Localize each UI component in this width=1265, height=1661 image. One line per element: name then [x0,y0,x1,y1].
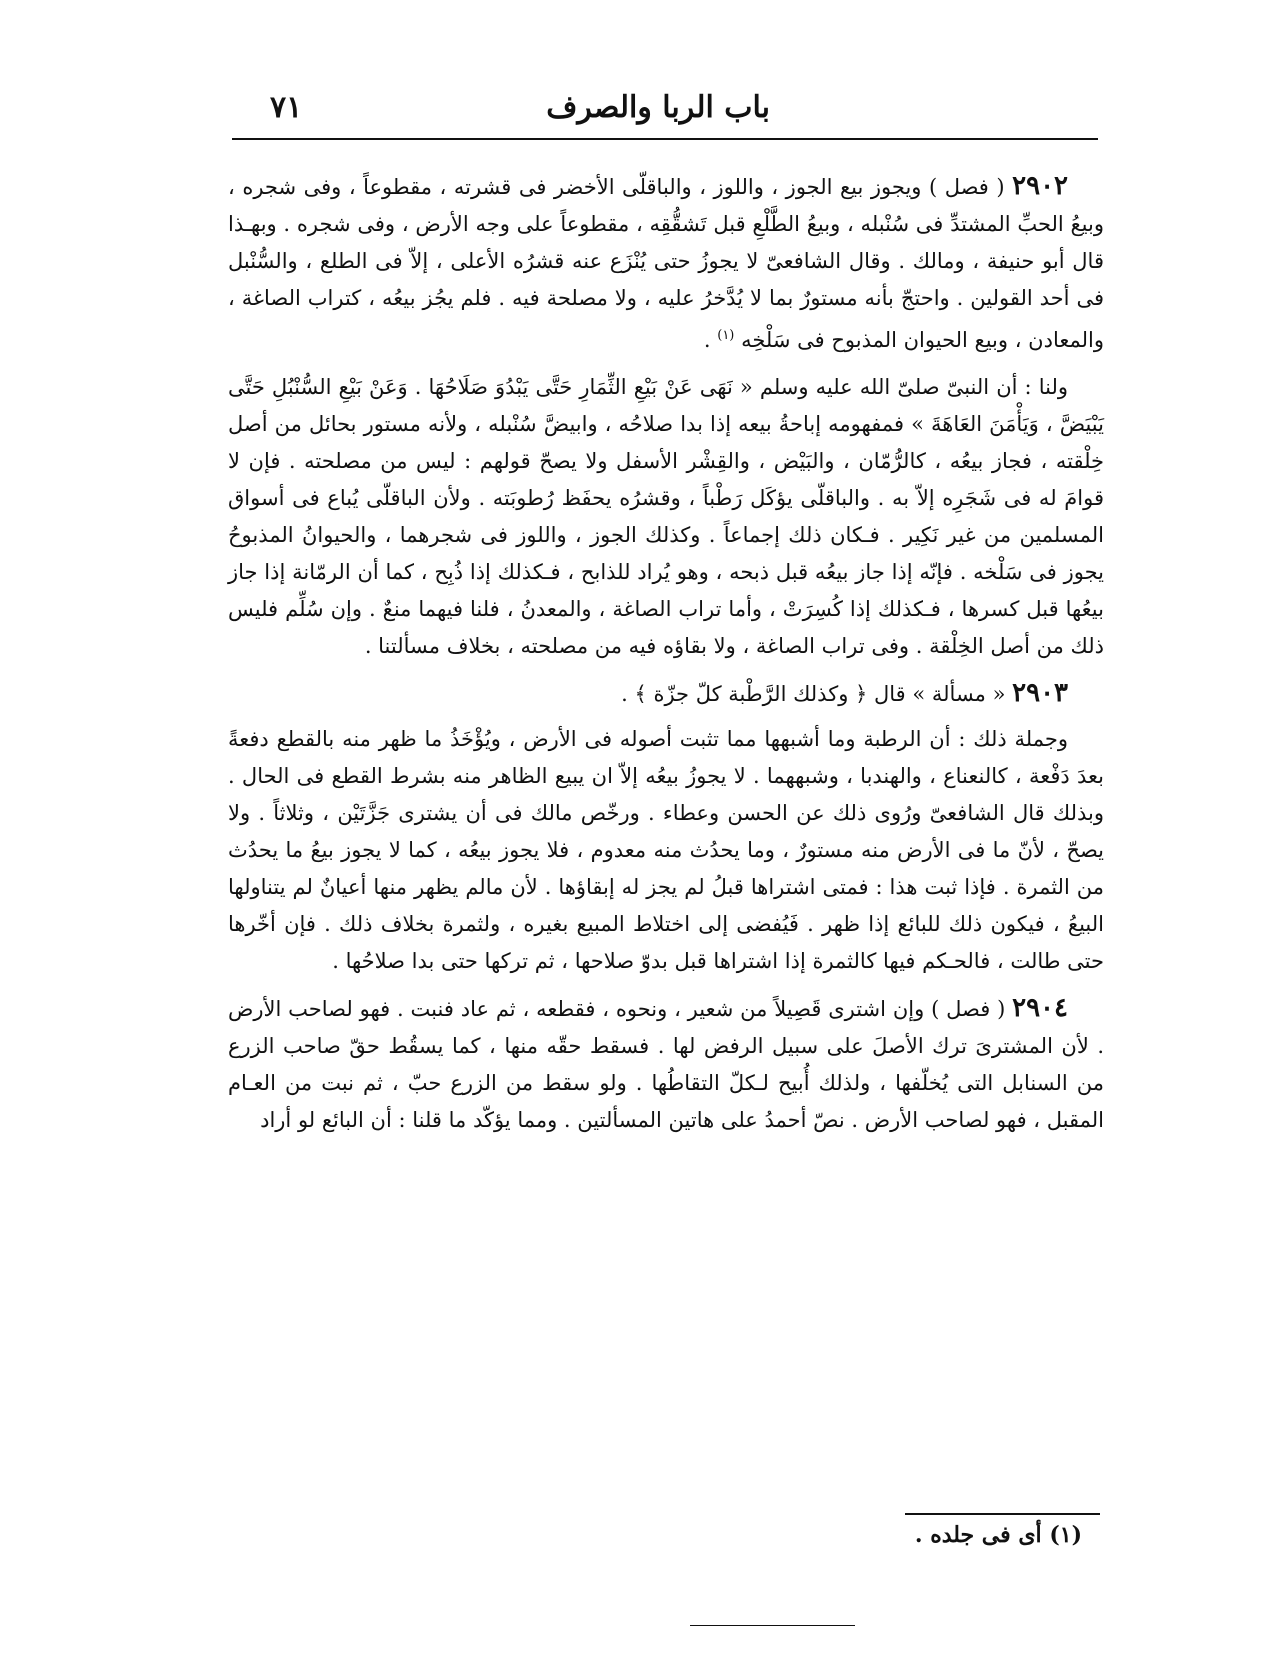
footnote-ref: (١) [717,328,735,343]
paragraph-2903 [228,675,1104,713]
header-rule [232,138,1098,140]
main-text [228,168,1104,1149]
paragraph-argument [228,369,1104,665]
chapter-title: باب الربا والصرف [546,90,770,125]
bottom-rule [690,1625,855,1626]
page-number: ٧١ [270,90,303,125]
footnote-rule [905,1513,1100,1515]
section-number: ٢٩٠٤ [1012,993,1068,1023]
paragraph-text: وجملة ذلك : أن الرطبة وما أشبهها مما تثبت أصوله فى الأرض ، ويُؤْخَذُ ما ظهر منه بالقطع دفعةً بعدَ دَفْعة ، كالنعناع ، والهندبا ، وشبههما . لا يجوزُ بيعُه إلاّ ان يبيع الظاهر منه بشرط القطع فى الحال . وبذلك قال الشافعىّ ورُوى ذلك عن الحسن وعطاء . ورخّص مالك فى أن يشترى جَزَّتَيْن ، وثلاثاً . ولا يصحّ ، لأنّ ما فى الأرض منه مستورٌ ، وما يحدُث منه معدوم ، فلا يجوز بيعُه ، كما لا يجوز بيعُ ما يحدُث من الثمرة . فإذا ثبت هذا : فمتى اشتراها قبلُ لم يجز له إبقاؤها . لأن مالم يظهر منها أعيانٌ لم يتناولها البيعُ ، فيكون ذلك للبائع إذا ظهر . فَيُفضى إلى اختلاط المبيع بغيره ، ولثمرة بخلاف ذلك . فإن أخّرها حتى طالت ، فالحـكم فيها كالثمرة إذا اشتراها قبل بدوّ صلاحها ، ثم تركها حتى بدا صلاحُها . [228,727,1104,973]
footnote-marker: (١) [1049,1522,1082,1548]
running-head [230,90,1100,134]
paragraph-2902 [228,168,1104,359]
section-number: ٢٩٠٢ [1012,171,1068,201]
footnote [700,1522,1100,1548]
paragraph-text-end: . [703,328,718,352]
paragraph-2904 [228,990,1104,1139]
paragraph-text: ( فصل ) ويجوز بيع الجوز ، واللوز ، والباقلّى الأخضر فى قشرته ، مقطوعاً ، وفى شجره ، وبيعُ الحبِّ المشتدِّ فى سُنْبله ، وبيعُ الطَّلْعِ قبل تَشقُّقِه ، مقطوعاً على وجه الأرض ، وفى شجره . وبهـذا قال أبو حنيفة ، ومالك . وقال الشافعىّ لا يجوزُ حتى يُنْزَع عنه قشرُه الأعلى ، إلاّ فى الطلع ، والسُّنْبل فى أحد القولين . واحتجّ بأنه مستورٌ بما لا يُدَّخرُ عليه ، ولا مصلحة فيه . فلم يجُز بيعُه ، كتراب الصاغة ، والمعادن ، وبيع الحيوان المذبوح فى سَلْخِه [228,175,1104,352]
footnote-text: أى فى جلده . [914,1522,1042,1548]
paragraph-text: ( فصل ) وإن اشترى قَصِيلاً من شعير ، ونحوه ، فقطعه ، ثم عاد فنبت . فهو لصاحب الأرض . لأن المشترىَ ترك الأصلَ على سبيل الرفض لها . فسقط حقّه منها ، كما يسقُط حقّ صاحب الزرع من السنابل التى يُخلّفها ، ولذلك أُبيح لـكلّ التقاطُها . ولو سقط من الزرع حبّ ، ثم نبت من العـام المقبل ، فهو لصاحب الأرض . نصّ أحمدُ على هاتين المسألتين . ومما يؤكّد ما قلنا : أن البائع لو أراد [228,997,1104,1132]
paragraph-text: ولنا : أن النبىّ صلىّ الله عليه وسلم « نَهَى عَنْ بَيْعِ الثِّمَارِ حَتَّى يَبْدُوَ صَلَاحُهَا . وَعَنْ بَيْعِ السُّنْبُلِ حَتَّى يَبْيَضَّ ، وَيَأْمَنَ العَاهَةَ » فمفهومه إباحةُ بيعه إذا بدا صلاحُه ، وابيضَّ سُنْبله ، ولأنه مستور بحائل من أصل خِلْقته ، فجاز بيعُه ، كالرُّمّان ، والبَيْض ، والقِشْر الأسفل ولا يصحّ قولهم : ليس من مصلحته . فإن لا قوامَ له فى شَجَرِه إلاّ به . والباقلّى يؤكَل رَطْباً ، وقشرُه يحفَظ رُطوبَته . ولأن الباقلّى يُباع فى أسواق المسلمين من غير نَكِير . فـكان ذلك إجماعاً . وكذلك الجوز ، واللوز فى شجرهما ، والحيوانُ المذبوحُ يجوز فى سَلْخه . فإنّه إذا جاز بيعُه قبل ذبحه ، وهو يُراد للذابح ، فـكذلك إذا ذُبِح ، كما أن الرمّانة إذا جاز بيعُها قبل كسرها ، فـكذلك إذا كُسِرَتْ ، وأما تراب الصاغة ، والمعدنُ ، فلنا فيهما منعٌ . وإن سُلِّم فليس ذلك من أصل الخِلْقة . وفى تراب الصاغة ، ولا بقاؤه فيه من مصلحته ، بخلاف مسألتنا . [228,375,1104,658]
paragraph-text: « مسألة » قال ﴿ وكذلك الرَّطْبة كلّ جزّة ﴾ . [621,682,1006,706]
paragraph-explanation [228,721,1104,980]
section-number: ٢٩٠٣ [1012,678,1068,708]
